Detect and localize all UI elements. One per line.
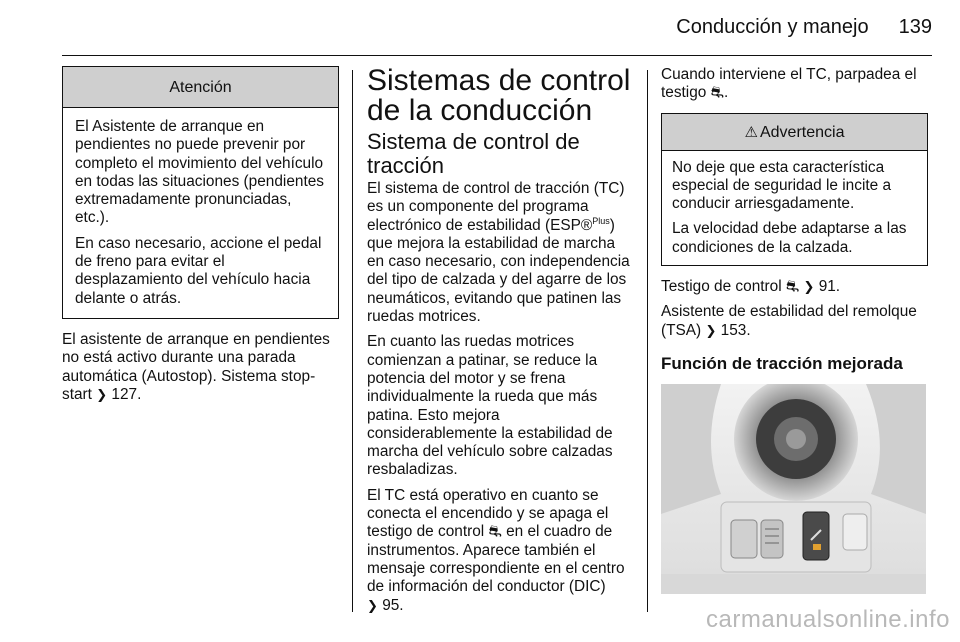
- watermark: carmanualsonline.info: [706, 606, 950, 633]
- attention-paragraph-1: El Asistente de arranque en pendientes no puede prevenir por completo el movimiento del vehículo en todas las situaciones (pendientes extremadamente pronunciadas, etc.).: [75, 118, 324, 227]
- page-ref[interactable]: 95.: [382, 596, 404, 614]
- attention-title: Atención: [63, 67, 338, 108]
- warning-triangle-icon: ⚠: [744, 123, 758, 141]
- column-2: [367, 66, 633, 615]
- enhanced-traction-heading: Función de tracción mejorada: [661, 353, 903, 373]
- traction-warning-lamp-icon: ⛐: [710, 84, 724, 102]
- control-lamp-paragraph: Testigo de control ⛐ ❯ 91.: [661, 278, 841, 296]
- attention-box: [62, 66, 339, 319]
- warning-box: [661, 113, 928, 266]
- warning-paragraph-2: La velocidad debe adaptarse a las condiciones de la calzada.: [672, 220, 907, 256]
- page-ref[interactable]: 127.: [111, 385, 142, 403]
- page-ref-icon: ❯: [96, 386, 108, 402]
- page-ref-icon: ❯: [803, 279, 815, 295]
- traction-warning-lamp-icon: ⛐: [488, 523, 502, 541]
- page-number: 139: [898, 16, 932, 38]
- column-3: [661, 66, 928, 594]
- section-heading: Sistemas de control de la conducción: [367, 64, 631, 127]
- attention-paragraph-2: En caso necesario, accione el pedal de freno para evitar el desplazamiento del vehículo hacia delante o atrás.: [75, 234, 322, 307]
- page-ref-icon: ❯: [367, 597, 378, 613]
- column-1: [62, 66, 339, 404]
- tc-paragraph-3: El TC está operativo en cuanto se conecta el encendido y se apaga el testigo de control ⛐ en el cuadro de instrumentos. Aparece también el mensaje correspondiente en el centro de información del conductor (DIC) ❯ 95.: [367, 486, 625, 614]
- tsa-paragraph: Asistente de estabilidad del remolque (TSA) ❯ 153.: [661, 303, 917, 339]
- traction-warning-lamp-icon: ⛐: [785, 278, 800, 296]
- warning-paragraph-1: No deje que esta característica especial de seguridad le incite a conducir arriesgadamente.: [672, 158, 892, 213]
- warning-title: ⚠ Advertencia: [662, 114, 927, 151]
- dashboard-switch-illustration: [661, 384, 926, 594]
- column-divider-1: [352, 70, 353, 612]
- page-ref[interactable]: 153.: [720, 321, 751, 339]
- page-ref-icon: ❯: [705, 322, 717, 338]
- column-divider-2: [647, 70, 648, 612]
- warning-body: [662, 151, 927, 265]
- tc-paragraph-2: En cuanto las ruedas motrices comienzan a patinar, se reduce la potencia del motor y se frena individualmente la rueda que más patina. Esto mejora considerablemente la estabilidad de marcha del vehículo sobre calzadas resbaladizas.: [367, 333, 613, 479]
- tc-paragraph-1: El sistema de control de tracción (TC) es un componente del programa electrónico de estabilidad (ESP®$^{Plus}$) que mejora la estabilidad de marcha en caso necesario, con independencia del tipo de calzada y del agarre de los neumáticos, evitando que patinen las ruedas motrices.: [367, 180, 630, 326]
- page-ref[interactable]: 91.: [818, 278, 841, 296]
- header-rule: [62, 55, 932, 56]
- hill-start-paragraph: El asistente de arranque en pendientes no está activo durante una parada automática (Autostop). Sistema stop-start ❯ 127.: [62, 330, 330, 403]
- tc-blink-paragraph: Cuando interviene el TC, parpadea el testigo ⛐.: [661, 66, 917, 102]
- dashboard-switch-photo: [661, 384, 926, 594]
- page-header: [676, 16, 932, 39]
- attention-body: [63, 108, 338, 318]
- subsection-heading: Sistema de control de tracción: [367, 129, 580, 178]
- section-title: Conducción y manejo: [676, 16, 869, 38]
